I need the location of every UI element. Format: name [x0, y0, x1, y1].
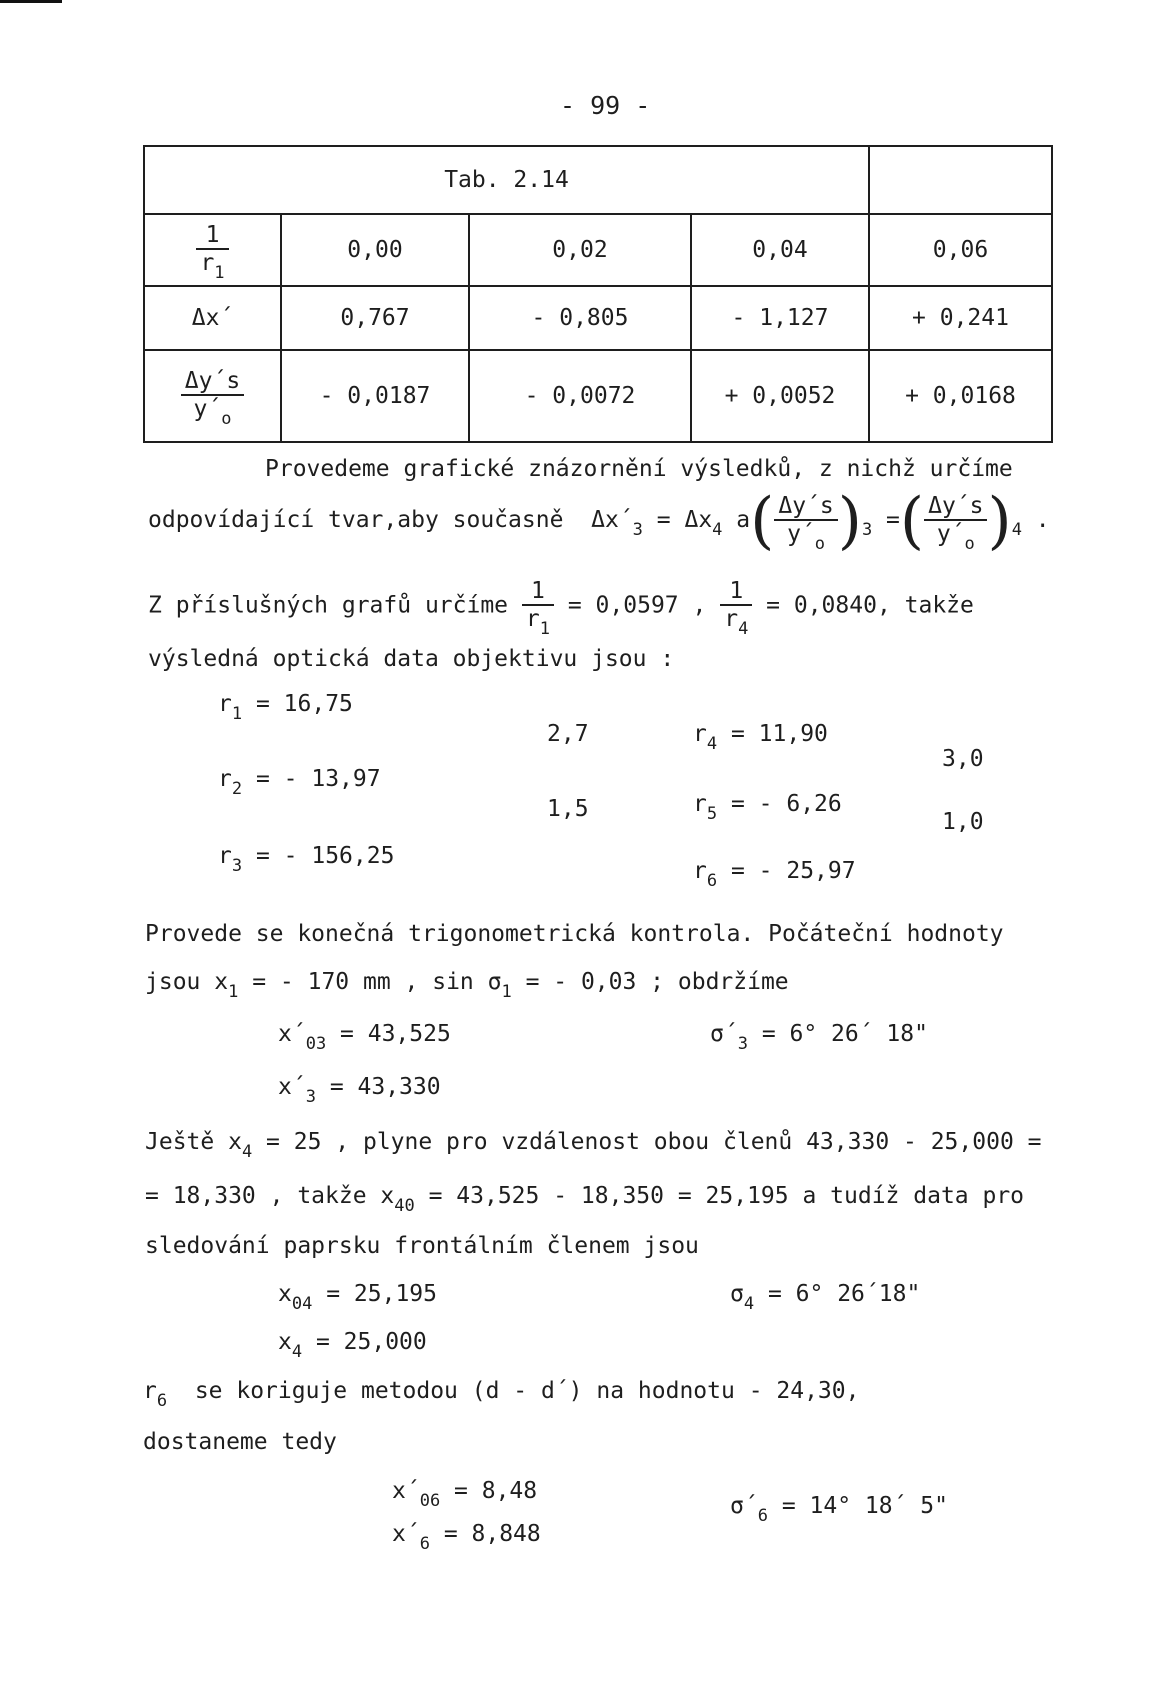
table-cell: - 0,0072 [469, 350, 691, 442]
table-cell: - 1,127 [691, 286, 869, 350]
table-cell: + 0,241 [869, 286, 1052, 350]
result-sigma3: $\sigma´_3 = 6^\circ$ 26´ 18" [710, 1021, 928, 1054]
row-label-delta-ys: $\frac{\Delta y´s}{y´_o}$ [144, 350, 281, 442]
paragraph-line: = 18,330 , takže $x_{40} = 43,525 - 18,350 = 25,195$ a tudíž data pro [145, 1183, 1025, 1216]
table-cell: 0,06 [869, 214, 1052, 286]
thickness-value: 3,0 [942, 746, 984, 772]
radius-r2: $r_2$ = - 13,97 [218, 766, 381, 799]
table-cell: - 0,805 [469, 286, 691, 350]
table-row [144, 214, 1052, 286]
table-title-row [144, 146, 1052, 214]
initial-values-line: jsou $x_1$ = - 170 mm , $\sin \sigma_1$ = - 0,03 ; obdržíme [145, 969, 789, 1002]
row-label-reciprocal-r1: $\frac{1}{r_1}$ [144, 214, 281, 286]
result-x3: $x´_3 = 43,330$ [278, 1074, 441, 1107]
paragraph-line: výsledná optická data objektivu jsou : [148, 646, 675, 672]
radius-r1: $r_1 = 16,75$ [218, 691, 353, 724]
page-corner-mark [0, 0, 62, 3]
result-x4: $x_4 = 25,000$ [278, 1329, 427, 1362]
table-cell: + 0,0168 [869, 350, 1052, 442]
thickness-value: 1,0 [942, 809, 984, 835]
table-cell: 0,00 [281, 214, 469, 286]
result-x6: $x´_6 = 8,848$ [392, 1521, 541, 1554]
condition-line: odpovídající tvar,aby současně $\Delta x´_3 = \Delta x_4$ a( $\frac{\Delta y´s}{y´_o}$ )$_3$ =( $\frac{\Delta y´s}{y´_o}$ )$_4$ . [148, 483, 1050, 557]
data-table [143, 145, 1053, 443]
result-x03: $x´_{03} = 43,525$ [278, 1021, 451, 1054]
paragraph-line: Provede se konečná trigonometrická kontrola. Počáteční hodnoty [145, 921, 1004, 947]
result-sigma4: $\sigma_4 = 6^\circ$ 26´18" [730, 1281, 921, 1314]
table-row [144, 350, 1052, 442]
row-label-delta-x: Δx´ [144, 286, 281, 350]
paragraph-line: Ještě $x_4 = 25$ , plyne pro vzdálenost obou členů 43,330 - 25,000 = [145, 1129, 1042, 1162]
thickness-value: 2,7 [547, 721, 589, 747]
radius-r4: $r_4 = 11,90$ [693, 721, 828, 754]
page-number: - 99 - [560, 91, 651, 120]
paragraph-line: Provedeme grafické znázornění výsledků, z nichž určíme [265, 456, 1013, 482]
table-cell: 0,767 [281, 286, 469, 350]
table-cell: 0,02 [469, 214, 691, 286]
radius-r6: $r_6$ = - 25,97 [693, 858, 856, 891]
table-cell: 0,04 [691, 214, 869, 286]
table-cell: - 0,0187 [281, 350, 469, 442]
table-cell: + 0,0052 [691, 350, 869, 442]
result-x06: $x´_{06} = 8,48$ [392, 1478, 538, 1511]
result-sigma6: $\sigma´_6 = 14^\circ$ 18´ 5" [730, 1493, 948, 1526]
table-row [144, 286, 1052, 350]
result-x04: $x_{04} = 25,195$ [278, 1281, 437, 1314]
paragraph-line: $r_6$ se koriguje metodou (d - d´) na hodnotu - 24,30, [143, 1378, 860, 1411]
radius-r5: $r_5$ = - 6,26 [693, 791, 842, 824]
radius-r3: $r_3$ = - 156,25 [218, 843, 395, 876]
table-caption: Tab. 2.14 [144, 146, 869, 214]
paragraph-line: sledování paprsku frontálním členem jsou [145, 1233, 699, 1259]
table-cell [869, 146, 1052, 214]
thickness-value: 1,5 [547, 796, 589, 822]
paragraph-line: dostaneme tedy [143, 1429, 337, 1455]
graph-result-line: Z příslušných grafů určíme $\frac{1}{r_1}$ = 0,0597 , $\frac{1}{r_4}$ = 0,0840, takže [148, 578, 974, 639]
